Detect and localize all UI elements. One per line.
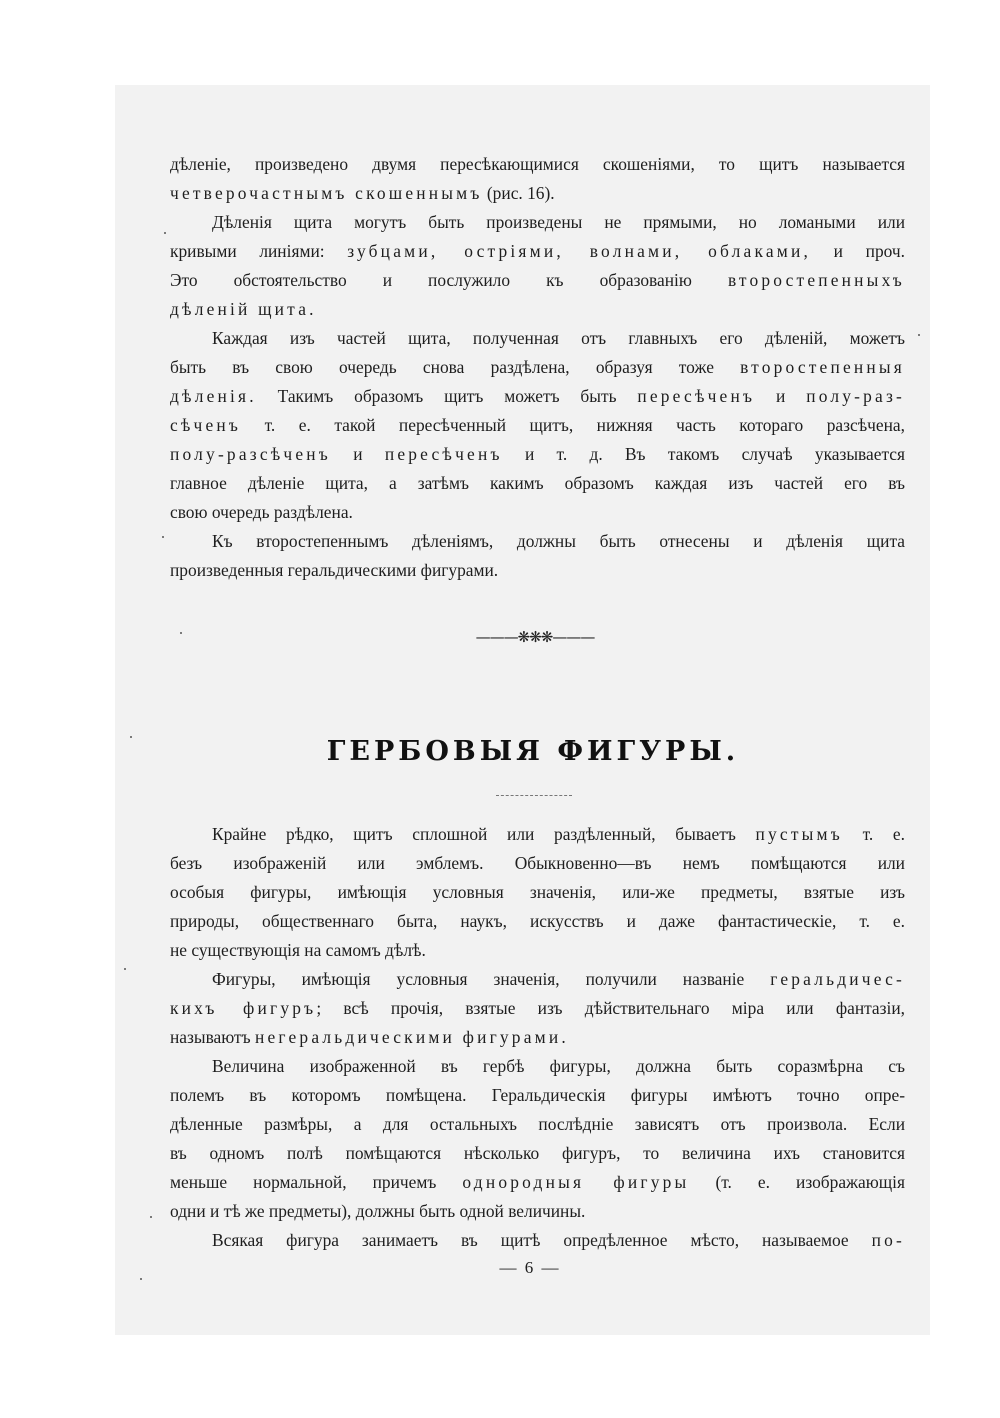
heading-underline bbox=[496, 795, 572, 796]
paragraph-line: кихъ фигуръ; всѣ прочія, взятые изъ дѣйствительнаго міра или фантазіи, bbox=[170, 998, 906, 1018]
paragraph-line: Къ второстепеннымъ дѣленіямъ, должны быть отнесены и дѣленія щита bbox=[212, 531, 905, 551]
paragraph-line: въ одномъ полѣ помѣщаются нѣсколько фигуръ, то величина ихъ становится bbox=[170, 1143, 905, 1163]
paragraph-line: дѣленія. Такимъ образомъ щитъ можетъ быть пересѣченъ и полу-раз- bbox=[170, 386, 905, 406]
paragraph-line: произведенныя геральдическими фигурами. bbox=[170, 560, 499, 580]
paragraph-line: одни и тѣ же предметы), должны быть одной величины. bbox=[170, 1201, 586, 1221]
scan-speck bbox=[918, 334, 920, 336]
paragraph-line: Это обстоятельство и послужило къ образованію второстепенныхъ bbox=[170, 270, 905, 290]
asterism-ornament: ———❋❋❋——— bbox=[475, 628, 595, 646]
text-section-figures bbox=[170, 820, 905, 1255]
page-number: — 6 — bbox=[499, 1258, 561, 1277]
paragraph-line: дѣленій щита. bbox=[170, 299, 317, 319]
ornament-divider bbox=[435, 623, 635, 651]
paragraph-line: кривыми линіями: зубцами, остріями, волнами, облаками, и проч. bbox=[170, 241, 905, 261]
scan-speck bbox=[140, 1278, 142, 1280]
paragraph-line: полемъ въ которомъ помѣщена. Геральдическія фигуры имѣютъ точно опре- bbox=[170, 1085, 905, 1105]
paragraph-line: быть въ свою очередь снова раздѣлена, образуя тоже второстепенныя bbox=[170, 357, 905, 377]
paragraph-line: Дѣленія щита могутъ быть произведены не прямыми, но ломаными или bbox=[212, 212, 905, 232]
paragraph-line: природы, общественнаго быта, наукъ, искусствъ и даже фантастическіе, т. е. bbox=[170, 911, 905, 931]
paragraph-line: Всякая фигура занимаетъ въ щитѣ опредѣленное мѣсто, называемое по- bbox=[212, 1230, 905, 1250]
paragraph-line: дѣленіе, произведено двумя пересѣкающимися скошеніями, то щитъ называется bbox=[170, 154, 905, 174]
paragraph-line: Каждая изъ частей щита, полученная отъ главныхъ его дѣленій, можетъ bbox=[212, 328, 905, 348]
paragraph-line: не существующія на самомъ дѣлѣ. bbox=[170, 940, 426, 960]
paragraph-line: четверочастнымъ скошеннымъ (рис. 16). bbox=[170, 183, 555, 203]
section-heading: ГЕРБОВЫЯ ФИГУРЫ. bbox=[326, 736, 740, 767]
paragraph-line: Крайне рѣдко, щитъ сплошной или раздѣленный, бываетъ пустымъ т. е. bbox=[212, 824, 905, 844]
paragraph-line: сѣченъ т. е. такой пересѣченный щитъ, нижняя часть котораго разсѣчена, bbox=[170, 415, 905, 435]
text-section-divisions bbox=[170, 150, 905, 585]
paragraph-line: меньше нормальной, причемъ однородныя фигуры (т. е. изображающія bbox=[170, 1172, 905, 1192]
paragraph-line: называютъ негеральдическими фигурами. bbox=[170, 1027, 569, 1047]
paragraph-line: безъ изображеній или эмблемъ. Обыкновенно—въ немъ помѣщаются или bbox=[170, 853, 905, 873]
scan-speck bbox=[164, 232, 166, 234]
paragraph-line: полу-разсѣченъ и пересѣченъ и т. д. Въ такомъ случаѣ указывается bbox=[170, 444, 905, 464]
scan-speck bbox=[180, 632, 182, 634]
paragraph-line: Величина изображенной въ гербѣ фигуры, должна быть соразмѣрна съ bbox=[212, 1056, 905, 1076]
paragraph-line: Фигуры, имѣющія условныя значенія, получили названіе геральдичес- bbox=[212, 969, 905, 989]
scan-speck bbox=[124, 968, 126, 970]
paragraph-line: особыя фигуры, имѣющія условныя значенія, или-же предметы, взятые изъ bbox=[170, 882, 905, 902]
paragraph-line: главное дѣленіе щита, а затѣмъ какимъ образомъ каждая изъ частей его въ bbox=[170, 473, 905, 493]
paragraph-line: дѣленные размѣры, а для остальныхъ послѣдніе зависятъ отъ произвола. Если bbox=[170, 1114, 905, 1134]
scan-speck bbox=[150, 1216, 152, 1218]
paragraph-line: свою очередь раздѣлена. bbox=[170, 502, 353, 522]
scan-speck bbox=[162, 536, 164, 538]
scan-speck bbox=[130, 736, 132, 738]
